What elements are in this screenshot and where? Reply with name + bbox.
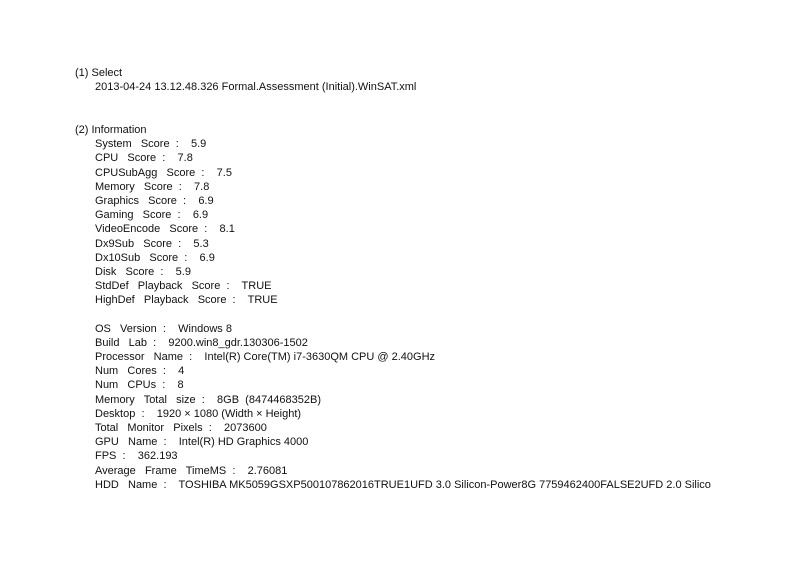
score-line-dx9sub: Dx9Sub Score : 5.3 (95, 237, 209, 250)
system-info-list (75, 322, 753, 492)
info-line-memory-total-size: Memory Total size : 8GB (8474468352B) (95, 393, 322, 406)
info-line-total-monitor-pixels: Total Monitor Pixels : 2073600 (95, 421, 267, 434)
info-line-fps: FPS : 362.193 (95, 450, 178, 463)
select-heading: (1) Select (75, 67, 123, 79)
score-line-memory: Memory Score : 7.8 (95, 180, 210, 193)
info-line-num-cores: Num Cores : 4 (95, 365, 185, 378)
score-line-graphics: Graphics Score : 6.9 (95, 194, 214, 207)
info-line-build-lab: Build Lab : 9200.win8_gdr.130306-1502 (95, 336, 308, 349)
select-section (75, 66, 416, 94)
score-line-disk: Disk Score : 5.9 (95, 265, 191, 278)
score-line-dx10sub: Dx10Sub Score : 6.9 (95, 251, 215, 264)
section-spacer (75, 307, 753, 321)
info-line-average-frame-timems: Average Frame TimeMS : 2.76081 (95, 464, 288, 477)
info-line-gpu-name: GPU Name : Intel(R) HD Graphics 4000 (95, 436, 309, 449)
info-line-num-cpus: Num CPUs : 8 (95, 379, 184, 392)
score-line-system: System Score : 5.9 (95, 138, 207, 151)
score-line-cpu: CPU Score : 7.8 (95, 152, 193, 165)
score-line-gaming: Gaming Score : 6.9 (95, 209, 209, 222)
info-line-processor-name: Processor Name : Intel(R) Core(TM) i7-3630QM CPU @ 2.40GHz (95, 351, 436, 363)
selected-file-name: 2013-04-24 13.12.48.326 Formal.Assessment (Initial).WinSAT.xml (95, 81, 417, 94)
info-line-os-version: OS Version : Windows 8 (95, 322, 232, 335)
score-line-highdef-playback: HighDef Playback Score : TRUE (95, 294, 278, 307)
score-line-stddef-playback: StdDef Playback Score : TRUE (95, 280, 272, 293)
information-section (75, 123, 753, 492)
information-heading: (2) Information (75, 124, 147, 136)
info-line-desktop: Desktop : 1920 × 1080 (Width × Height) (95, 407, 302, 420)
info-line-hdd-name: HDD Name : TOSHIBA MK5059GSXP500107862016TRUE1UFD 3.0 Silicon-Power8G 7759462400FALSE2UFD 2.0 Silico (95, 478, 711, 491)
score-line-videoencode: VideoEncode Score : 8.1 (95, 223, 235, 236)
score-line-cpusubagg: CPUSubAgg Score : 7.5 (95, 166, 232, 179)
score-list (75, 137, 753, 307)
